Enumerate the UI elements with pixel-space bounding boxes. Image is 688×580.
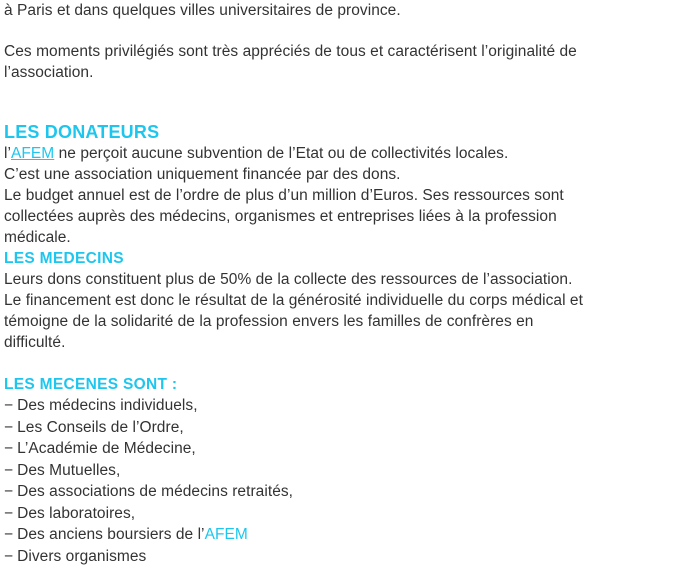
list-item-text: Des médecins individuels, bbox=[17, 397, 198, 414]
dash-bullet: − bbox=[4, 418, 14, 436]
list-item-text: Des Mutuelles, bbox=[17, 461, 121, 479]
dash-bullet: − bbox=[4, 547, 14, 565]
afem-highlight: AFEM bbox=[204, 526, 248, 543]
list-item-text: Les Conseils de l’Ordre, bbox=[17, 418, 184, 436]
list-item bbox=[4, 460, 688, 482]
spacer bbox=[4, 83, 688, 121]
medecins-line: témoigne de la solidarité de la profession envers les familles de confrères en bbox=[4, 313, 534, 330]
donateurs-prefix: l’ bbox=[4, 145, 11, 162]
list-item bbox=[4, 417, 688, 439]
intro-paragraph-line: l’association. bbox=[4, 64, 94, 81]
mecenes-heading: LES MECENES SONT : bbox=[4, 376, 178, 393]
list-item-text: L’Académie de Médecine, bbox=[17, 440, 196, 457]
donateurs-line: médicale. bbox=[4, 229, 71, 246]
list-item-text: Des associations de médecins retraités, bbox=[17, 483, 294, 500]
list-item-text: Divers organismes bbox=[17, 547, 147, 565]
list-item bbox=[4, 395, 688, 417]
dash-bullet: − bbox=[4, 526, 14, 543]
list-item bbox=[4, 524, 688, 546]
medecins-line: Le financement est donc le résultat de la générosité individuelle du corps médical et bbox=[4, 292, 583, 309]
dash-bullet: − bbox=[4, 461, 14, 479]
list-item-text: Des laboratoires, bbox=[17, 504, 136, 522]
dash-bullet: − bbox=[4, 440, 14, 457]
donateurs-line: C’est une association uniquement financée par des dons. bbox=[4, 166, 401, 183]
donateurs-line: collectées auprès des médecins, organismes et entreprises liées à la profession bbox=[4, 208, 557, 225]
medecins-line: difficulté. bbox=[4, 334, 66, 351]
intro-paragraph-line: Ces moments privilégiés sont très appréciés de tous et caractérisent l’originalité de bbox=[4, 43, 577, 60]
list-item bbox=[4, 438, 688, 460]
dash-bullet: − bbox=[4, 397, 14, 414]
donateurs-line bbox=[4, 143, 688, 164]
intro-line: à Paris et dans quelques villes universitaires de province. bbox=[4, 2, 401, 19]
list-item bbox=[4, 503, 688, 525]
spacer bbox=[4, 353, 688, 374]
medecins-line: Leurs dons constituent plus de 50% de la collecte des ressources de l’association. bbox=[4, 271, 573, 288]
afem-link[interactable]: AFEM bbox=[11, 145, 55, 162]
spacer bbox=[4, 21, 688, 41]
dash-bullet: − bbox=[4, 504, 14, 522]
list-item-text: Des anciens boursiers de l’ bbox=[17, 526, 205, 543]
article-content bbox=[4, 0, 688, 567]
donateurs-heading: LES DONATEURS bbox=[4, 122, 160, 142]
medecins-heading: LES MEDECINS bbox=[4, 250, 124, 267]
dash-bullet: − bbox=[4, 483, 14, 500]
list-item bbox=[4, 481, 688, 503]
donateurs-suffix: ne perçoit aucune subvention de l’Etat ou de collectivités locales. bbox=[54, 145, 509, 162]
list-item bbox=[4, 546, 688, 568]
donateurs-line: Le budget annuel est de l’ordre de plus d’un million d’Euros. Ses ressources sont bbox=[4, 187, 564, 204]
mecenes-list bbox=[4, 395, 688, 567]
